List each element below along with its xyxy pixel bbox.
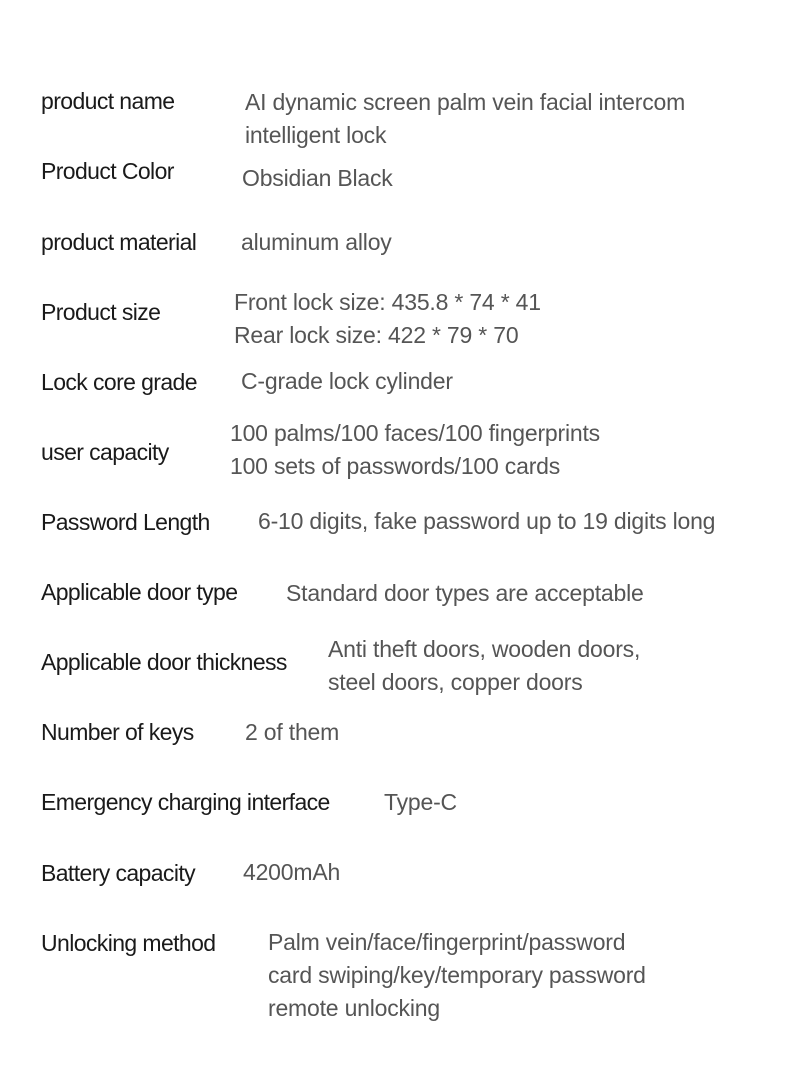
spec-label-product-color: Product Color — [41, 158, 174, 184]
spec-value-password-length: 6-10 digits, fake password up to 19 digits long — [258, 508, 716, 534]
spec-label-product-name: product name — [41, 88, 175, 114]
spec-label-emergency-charging-interface: Emergency charging interface — [41, 789, 330, 815]
spec-value-battery-capacity: 4200mAh — [243, 859, 341, 885]
spec-label-product-size: Product size — [41, 299, 161, 325]
spec-value-lock-core-grade: C-grade lock cylinder — [241, 368, 453, 394]
spec-value-product-name: AI dynamic screen palm vein facial intercom intelligent lock — [245, 89, 686, 148]
spec-value-product-size: Front lock size: 435.8 * 74 * 41 Rear lock size: 422 * 79 * 70 — [234, 289, 541, 348]
spec-label-user-capacity: user capacity — [41, 439, 169, 465]
spec-value-user-capacity: 100 palms/100 faces/100 fingerprints 100 sets of passwords/100 cards — [230, 420, 600, 479]
spec-value-emergency-charging-interface: Type-C — [384, 789, 457, 815]
spec-label-lock-core-grade: Lock core grade — [41, 369, 197, 395]
spec-value-unlocking-method: Palm vein/face/fingerprint/password card swiping/key/temporary password remote unlocking — [268, 929, 646, 1021]
spec-label-battery-capacity: Battery capacity — [41, 860, 196, 886]
spec-label-applicable-door-thickness: Applicable door thickness — [41, 649, 287, 675]
spec-value-product-material: aluminum alloy — [241, 229, 392, 255]
spec-label-number-of-keys: Number of keys — [41, 719, 194, 745]
spec-label-password-length: Password Length — [41, 509, 210, 535]
spec-label-unlocking-method: Unlocking method — [41, 930, 216, 956]
spec-value-number-of-keys: 2 of them — [245, 719, 340, 745]
spec-value-applicable-door-type: Standard door types are acceptable — [286, 580, 644, 606]
spec-label-applicable-door-type: Applicable door type — [41, 579, 238, 605]
spec-label-product-material: product material — [41, 229, 197, 255]
spec-value-applicable-door-thickness: Anti theft doors, wooden doors, steel doors, copper doors — [328, 636, 641, 695]
spec-value-product-color: Obsidian Black — [242, 165, 393, 191]
